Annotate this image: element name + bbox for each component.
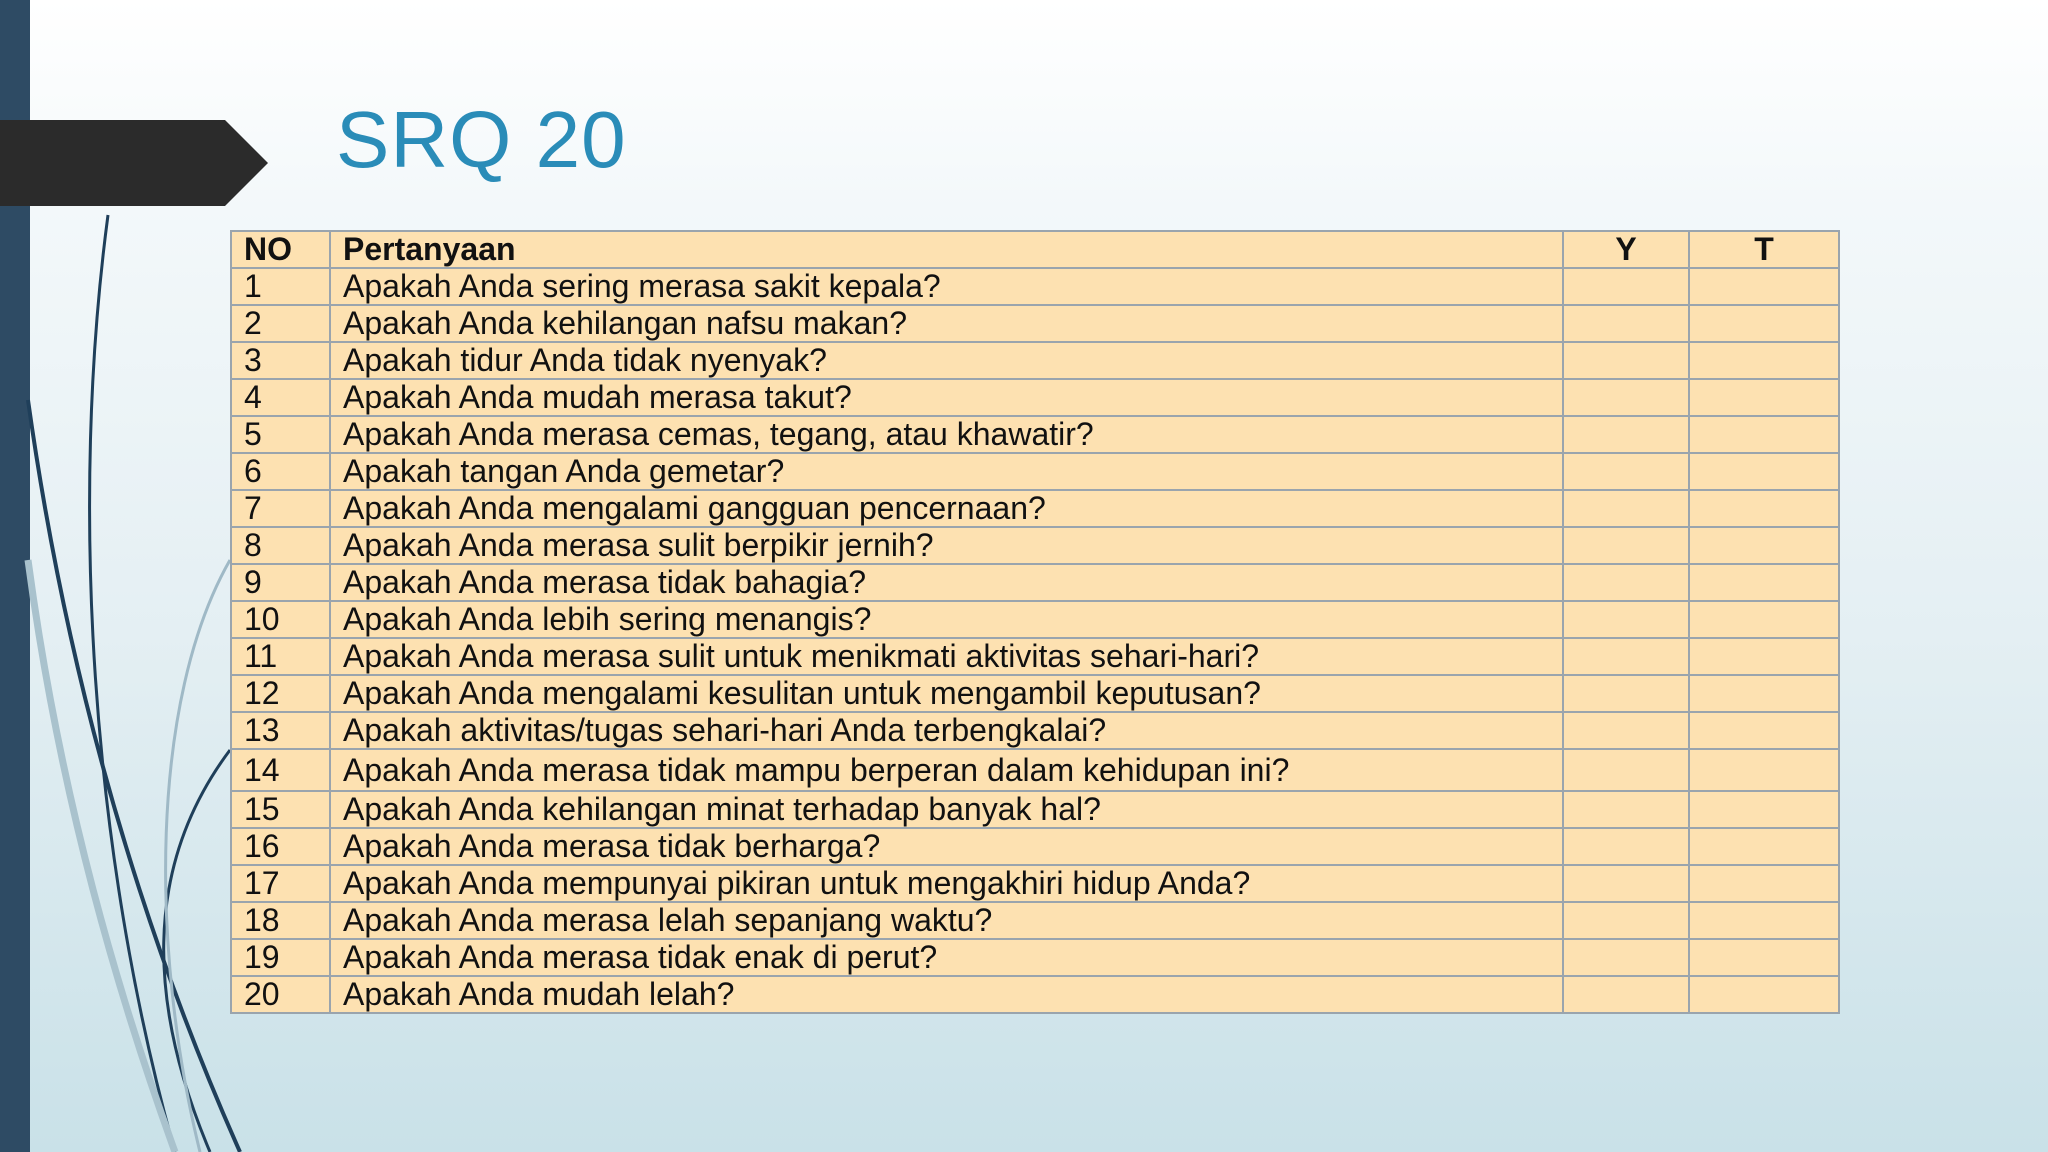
table-row <box>231 527 1839 564</box>
row-number: 20 <box>231 976 330 1013</box>
table-row <box>231 490 1839 527</box>
no-cell <box>1689 490 1839 527</box>
yes-cell <box>1563 902 1689 939</box>
row-number: 10 <box>231 601 330 638</box>
header-yes: Y <box>1563 231 1689 268</box>
srq-table <box>230 230 1840 1014</box>
row-question: Apakah Anda merasa tidak enak di perut? <box>330 939 1563 976</box>
yes-cell <box>1563 749 1689 791</box>
row-question: Apakah tangan Anda gemetar? <box>330 453 1563 490</box>
no-cell <box>1689 939 1839 976</box>
table-row <box>231 749 1839 791</box>
no-cell <box>1689 305 1839 342</box>
row-question: Apakah Anda merasa sulit berpikir jernih? <box>330 527 1563 564</box>
row-question: Apakah Anda kehilangan minat terhadap banyak hal? <box>330 791 1563 828</box>
table-row <box>231 268 1839 305</box>
no-cell <box>1689 976 1839 1013</box>
yes-cell <box>1563 712 1689 749</box>
yes-cell <box>1563 268 1689 305</box>
yes-cell <box>1563 791 1689 828</box>
row-number: 6 <box>231 453 330 490</box>
row-question: Apakah Anda merasa tidak berharga? <box>330 828 1563 865</box>
yes-cell <box>1563 342 1689 379</box>
table-row <box>231 564 1839 601</box>
row-number: 9 <box>231 564 330 601</box>
yes-cell <box>1563 638 1689 675</box>
table-header-row <box>231 231 1839 268</box>
row-question: Apakah Anda merasa tidak mampu berperan dalam kehidupan ini? <box>330 749 1563 791</box>
table-row <box>231 865 1839 902</box>
row-question: Apakah Anda mempunyai pikiran untuk mengakhiri hidup Anda? <box>330 865 1563 902</box>
yes-cell <box>1563 939 1689 976</box>
yes-cell <box>1563 601 1689 638</box>
row-number: 4 <box>231 379 330 416</box>
no-cell <box>1689 342 1839 379</box>
table-row <box>231 638 1839 675</box>
yes-cell <box>1563 305 1689 342</box>
yes-cell <box>1563 379 1689 416</box>
row-number: 15 <box>231 791 330 828</box>
yes-cell <box>1563 490 1689 527</box>
yes-cell <box>1563 527 1689 564</box>
row-question: Apakah Anda merasa tidak bahagia? <box>330 564 1563 601</box>
no-cell <box>1689 638 1839 675</box>
row-question: Apakah Anda mudah merasa takut? <box>330 379 1563 416</box>
row-number: 19 <box>231 939 330 976</box>
yes-cell <box>1563 564 1689 601</box>
no-cell <box>1689 268 1839 305</box>
row-number: 2 <box>231 305 330 342</box>
row-question: Apakah tidur Anda tidak nyenyak? <box>330 342 1563 379</box>
row-number: 5 <box>231 416 330 453</box>
table-row <box>231 342 1839 379</box>
yes-cell <box>1563 976 1689 1013</box>
row-question: Apakah Anda mengalami gangguan pencernaan? <box>330 490 1563 527</box>
title-arrow-shape <box>0 120 270 206</box>
table-row <box>231 601 1839 638</box>
table-row <box>231 939 1839 976</box>
row-number: 17 <box>231 865 330 902</box>
table-row <box>231 453 1839 490</box>
yes-cell <box>1563 416 1689 453</box>
no-cell <box>1689 902 1839 939</box>
row-question: Apakah Anda merasa cemas, tegang, atau khawatir? <box>330 416 1563 453</box>
row-number: 11 <box>231 638 330 675</box>
yes-cell <box>1563 828 1689 865</box>
row-question: Apakah aktivitas/tugas sehari-hari Anda terbengkalai? <box>330 712 1563 749</box>
yes-cell <box>1563 675 1689 712</box>
no-cell <box>1689 601 1839 638</box>
no-cell <box>1689 675 1839 712</box>
row-question: Apakah Anda mudah lelah? <box>330 976 1563 1013</box>
table-row <box>231 379 1839 416</box>
row-question: Apakah Anda sering merasa sakit kepala? <box>330 268 1563 305</box>
table-row <box>231 712 1839 749</box>
row-question: Apakah Anda kehilangan nafsu makan? <box>330 305 1563 342</box>
no-cell <box>1689 453 1839 490</box>
no-cell <box>1689 749 1839 791</box>
yes-cell <box>1563 453 1689 490</box>
header-no-answer: T <box>1689 231 1839 268</box>
header-question: Pertanyaan <box>330 231 1563 268</box>
row-number: 16 <box>231 828 330 865</box>
no-cell <box>1689 527 1839 564</box>
row-number: 14 <box>231 749 330 791</box>
row-number: 7 <box>231 490 330 527</box>
row-question: Apakah Anda mengalami kesulitan untuk mengambil keputusan? <box>330 675 1563 712</box>
row-number: 1 <box>231 268 330 305</box>
row-number: 8 <box>231 527 330 564</box>
table-row <box>231 791 1839 828</box>
table-row <box>231 675 1839 712</box>
row-number: 13 <box>231 712 330 749</box>
row-question: Apakah Anda merasa sulit untuk menikmati aktivitas sehari-hari? <box>330 638 1563 675</box>
swoosh-line-3 <box>164 750 230 1152</box>
row-question: Apakah Anda merasa lelah sepanjang waktu? <box>330 902 1563 939</box>
table-row <box>231 828 1839 865</box>
table-row <box>231 976 1839 1013</box>
yes-cell <box>1563 865 1689 902</box>
header-no: NO <box>231 231 330 268</box>
slide-title: SRQ 20 <box>336 95 627 184</box>
row-question: Apakah Anda lebih sering menangis? <box>330 601 1563 638</box>
swoosh-line-1 <box>90 215 175 1152</box>
no-cell <box>1689 564 1839 601</box>
no-cell <box>1689 379 1839 416</box>
row-number: 12 <box>231 675 330 712</box>
no-cell <box>1689 712 1839 749</box>
table-row <box>231 305 1839 342</box>
table-row <box>231 902 1839 939</box>
no-cell <box>1689 828 1839 865</box>
row-number: 3 <box>231 342 330 379</box>
row-number: 18 <box>231 902 330 939</box>
no-cell <box>1689 416 1839 453</box>
no-cell <box>1689 865 1839 902</box>
no-cell <box>1689 791 1839 828</box>
table-row <box>231 416 1839 453</box>
